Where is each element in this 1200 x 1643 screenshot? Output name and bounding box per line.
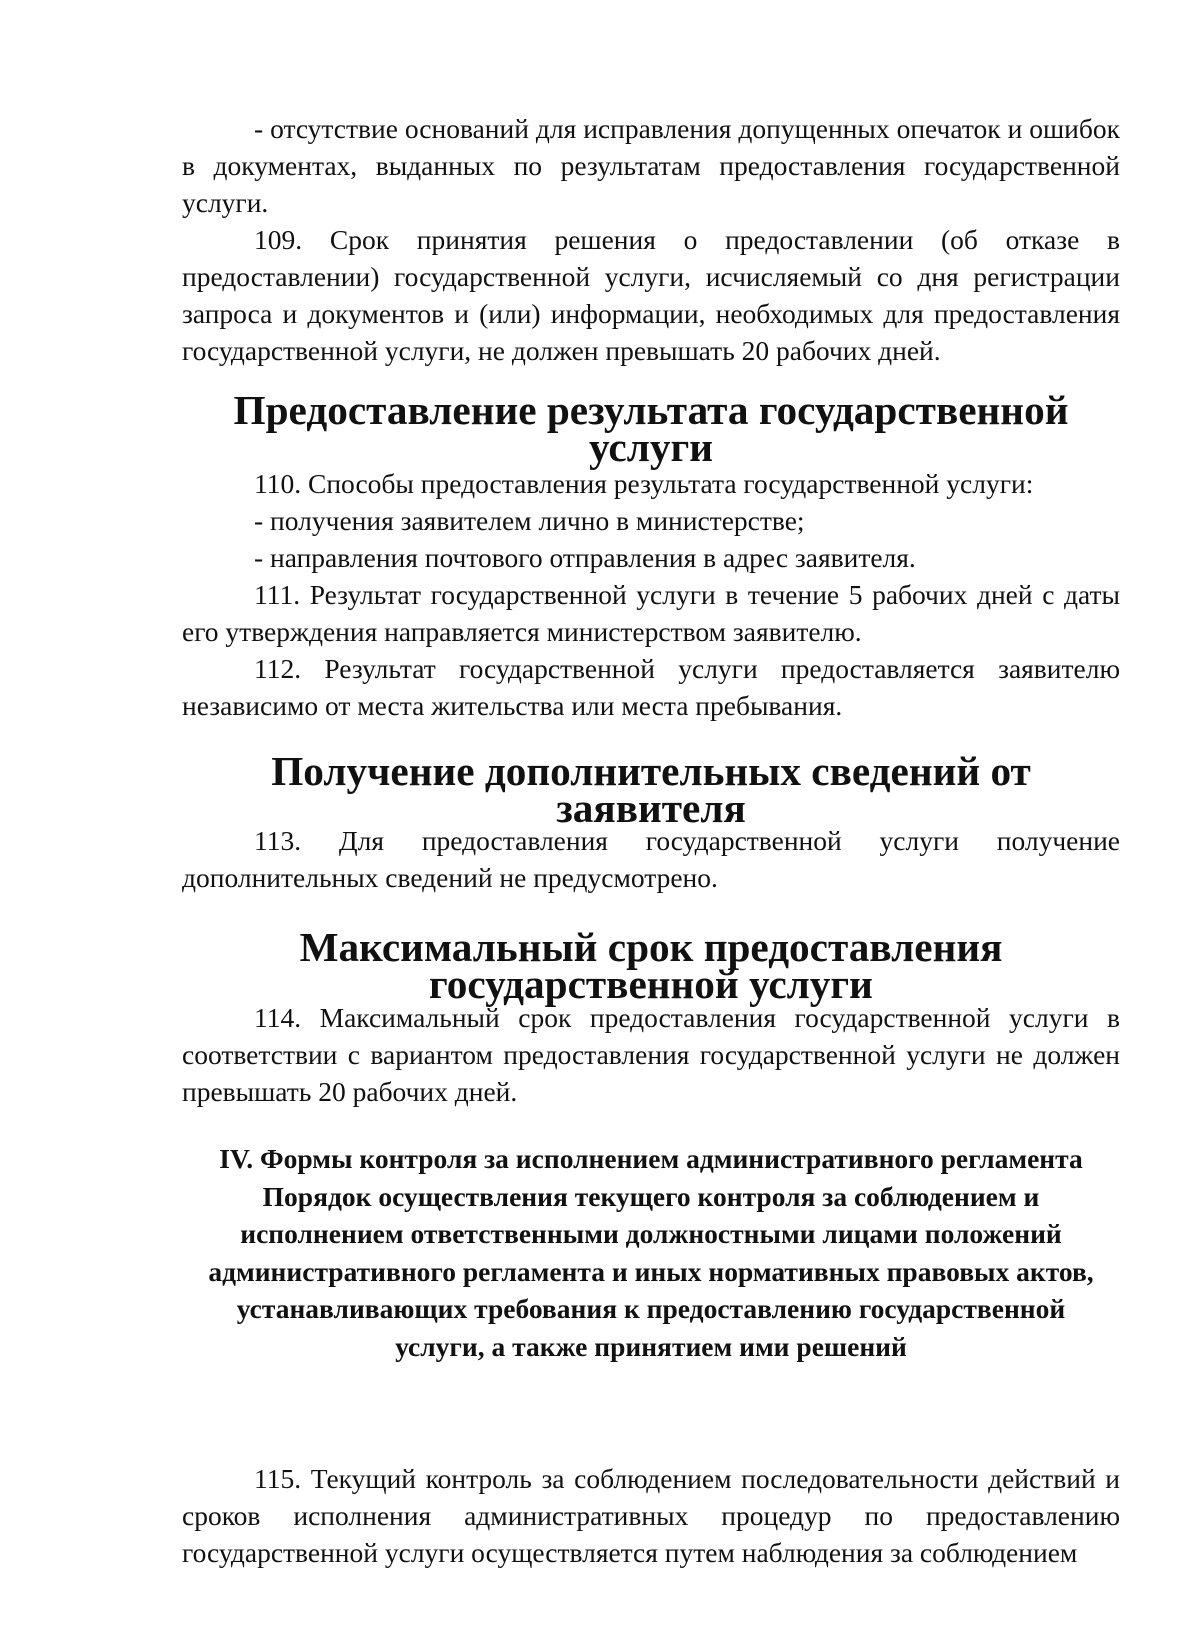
paragraph-115: 115. Текущий контроль за соблюдением последовательности действий и сроков исполнения административных процедур по предоставлению государственной услуги осуществляется путем наблюдения за соблюдением: [182, 1463, 1120, 1568]
text-block: [182, 110, 1120, 369]
paragraph-110: 110. Способы предоставления результата государственной услуги:: [254, 468, 1034, 499]
list-item: - направления почтового отправления в адрес заявителя.: [254, 542, 916, 573]
paragraph-112: 112. Результат государственной услуги предоставляется заявителю независимо от места жительства или места пребывания.: [182, 653, 1120, 721]
section-title-line: Порядок осуществления текущего контроля за соблюдением и: [262, 1180, 1040, 1212]
text-block: [182, 465, 1120, 724]
heading-max-term: Максимальный срок предоставления государственной услуги: [299, 924, 1003, 1007]
section-title-line: исполнением ответственными должностными лицами положений: [240, 1218, 1062, 1250]
section-title-line: IV. Формы контроля за исполнением административного регламента: [219, 1143, 1083, 1174]
paragraph: - отсутствие оснований для исправления допущенных опечаток и ошибок в документах, выданных по результатам предоставления государственной услуги.: [182, 113, 1120, 218]
section-title: [182, 1140, 1120, 1366]
section-title-line: устанавливающих требования к предоставлению государственной: [236, 1293, 1066, 1325]
text-block: [182, 822, 1120, 896]
heading-additional-info: Получение дополнительных сведений от заявителя: [271, 748, 1031, 831]
heading-result-provision: Предоставление результата государственной услуги: [233, 387, 1069, 470]
paragraph-111: 111. Результат государственной услуги в течение 5 рабочих дней с даты его утверждения направляется министерством заявителю.: [182, 579, 1120, 647]
text-block: [182, 1460, 1120, 1571]
section-title-line: административного регламента и иных нормативных правовых актов,: [208, 1255, 1094, 1287]
text-block: [182, 999, 1120, 1110]
paragraph-113: 113. Для предоставления государственной услуги получение дополнительных сведений не предусмотрено.: [182, 825, 1120, 893]
section-title-line: услуги, а также принятием ими решений: [395, 1330, 907, 1362]
list-item: - получения заявителем лично в министерстве;: [254, 505, 805, 536]
paragraph-114: 114. Максимальный срок предоставления государственной услуги в соответствии с вариантом предоставления государственной услуги не должен превышать 20 рабочих дней.: [182, 1002, 1120, 1107]
paragraph-109: 109. Срок принятия решения о предоставлении (об отказе в предоставлении) государственной услуги, исчисляемый со дня регистрации запроса и документов и (или) информации, необходимых для предоставления государственной услуги, не должен превышать 20 рабочих дней.: [182, 224, 1120, 366]
